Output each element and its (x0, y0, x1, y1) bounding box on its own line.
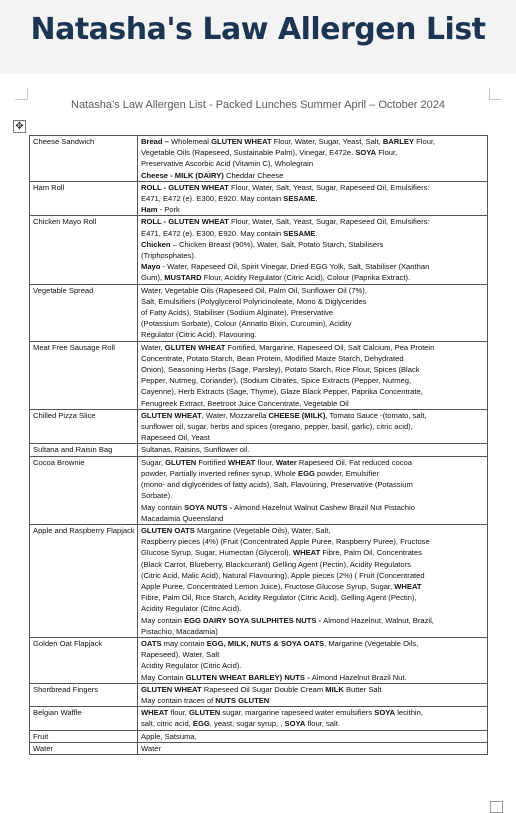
item-name-cell[interactable] (30, 707, 138, 730)
ingredient-text: Acidity Regulator (Citric Acid). (141, 604, 242, 614)
table-row (30, 341, 488, 409)
ingredient-line (141, 147, 485, 158)
ingredient-line (141, 615, 485, 626)
ingredient-text: Almond Hazelnut, Walnut, Brazil, (323, 615, 434, 625)
ingredient-text: , Tomato Sauce -(tomato, salt, (325, 410, 427, 420)
table-resize-handle[interactable] (490, 801, 503, 813)
ingredient-line (141, 672, 485, 683)
ingredient-line (141, 592, 485, 603)
ingredient-text: (Potassium Sorbate), Colour (Annatto Bixin, Curcumin), Acidity (141, 319, 352, 329)
ingredient-text: May contain (141, 502, 185, 512)
ingredient-text: Rapeseed Oil Sugar Double Cream (201, 684, 326, 694)
table-row (30, 181, 488, 216)
ingredient-line (141, 457, 485, 468)
ingredient-text: Apple Puree, Concentrated Lemon Juice), Fructose Glucose Syrup, Sugar, (141, 581, 395, 591)
ingredient-text: Flour, Acidity Regulator (Citric Acid), Colour (Paprika Extract). (201, 273, 411, 283)
page-title: Natasha's Law Allergen List (30, 12, 486, 47)
ingredient-line (141, 410, 485, 421)
ingredient-text: Water (141, 743, 161, 753)
allergen-text: SOYA NUTS - (184, 502, 235, 512)
allergen-text: ROLL - GLUTEN WHEAT (141, 182, 229, 192)
ingredient-text: E471, E472 (e). E300, E920. May contain (141, 228, 284, 238)
ingredients-cell[interactable] (138, 284, 488, 341)
allergen-text: GLUTEN WHEAT (211, 137, 272, 146)
ingredient-text: May contain (141, 615, 185, 625)
ingredient-text: Almond Hazelnut Walnut Cashew Brazil Nut Pistachio (234, 502, 415, 512)
ingredient-line (141, 158, 485, 169)
ingredient-line (141, 375, 485, 386)
ingredient-text: Almond Hazelnut Brazil Nut. (311, 672, 407, 682)
ingredient-line (141, 581, 485, 592)
ingredient-line (141, 559, 485, 570)
ingredient-line (141, 660, 485, 671)
ingredient-text: sugar, margarine rapeseed water emulsifiers (220, 708, 375, 718)
ingredient-text: flour, (255, 457, 276, 467)
item-name: Sultana and Raisin Bag (33, 445, 113, 455)
table-row (30, 730, 488, 742)
table-row (30, 444, 488, 456)
ingredient-text: (Triphosphates). (141, 251, 197, 261)
ingredient-text: Glucose Syrup, Sugar, Humectan (Glycerol), (141, 548, 293, 558)
ingredient-line (141, 743, 485, 754)
allergen-text: CHEESE (MILK) (268, 410, 326, 420)
ingredient-text: E471, E472 (e). E300, E920. May contain (141, 194, 284, 204)
ingredient-line (141, 490, 485, 501)
ingredient-text: Sugar, (141, 457, 166, 467)
ingredient-text: May contain traces of (141, 695, 216, 705)
ingredient-text: Fenugreek Extract, Beetroot Juice Concentrate, Vegetable Oil (141, 398, 349, 408)
ingredient-line (141, 513, 485, 524)
ingredient-line (141, 731, 485, 742)
ingredient-text: lecithin, (395, 708, 423, 718)
allergen-text: WHEAT (227, 457, 256, 467)
ingredient-line (141, 353, 485, 364)
ingredients-cell[interactable] (138, 637, 488, 683)
allergen-table-body (30, 136, 488, 755)
ingredient-line (141, 228, 485, 239)
ingredients-cell[interactable] (138, 456, 488, 524)
ingredient-text: . (315, 194, 318, 204)
ingredient-text: Cayenne), Herb Extracts (Sage, Thyme), Glaze Black Pepper, Paprika Concentrate, (141, 387, 423, 397)
allergen-text: OATS (141, 638, 162, 648)
ingredients-cell[interactable] (138, 341, 488, 409)
ingredient-line (141, 318, 485, 329)
ingredients-cell[interactable] (138, 683, 488, 706)
ingredient-text: Apple, Satsuma, (141, 731, 197, 741)
ingredients-cell[interactable] (138, 409, 488, 444)
ingredient-line (141, 525, 485, 536)
item-name-cell[interactable] (30, 136, 138, 182)
allergen-text: Bread – (141, 137, 171, 146)
ingredient-text: Vegetable Oils (Rapeseed, Sustainable Palm), Vinegar, E472e. (141, 148, 356, 158)
item-name-cell[interactable] (30, 742, 138, 754)
item-name-cell[interactable] (30, 456, 138, 524)
ingredients-cell[interactable] (138, 742, 488, 754)
ingredient-text: – Chicken Breast (90%), Water, Salt, Potato Starch, Stabilisers (170, 239, 384, 249)
ingredient-text: Flour, Water, Salt, Yeast, Sugar, Rapeseed Oil, Emulsifiers: (228, 182, 430, 192)
ingredient-text: , Water, Mozzarella (201, 410, 269, 420)
item-name-cell[interactable] (30, 341, 138, 409)
ingredient-line (141, 432, 485, 443)
ingredient-text: . (315, 228, 318, 238)
ingredients-cell[interactable] (138, 730, 488, 742)
item-name: Belgian Waffle (33, 708, 82, 718)
ingredient-text: Rapeseed Oil, Yeast (141, 433, 210, 443)
allergen-text: MUSTARD (164, 273, 202, 283)
ingredient-line (141, 684, 485, 695)
table-row (30, 216, 488, 284)
allergen-text: GLUTEN WHEAT (164, 342, 226, 352)
table-row (30, 409, 488, 444)
item-name: Golden Oat Flapjack (33, 638, 103, 648)
allergen-text: SESAME (283, 194, 316, 204)
ingredient-text: (Black Carrot, Blueberry, Blackcurrant) Gelling Agent (Pectin), Acidity Regulators (141, 559, 411, 569)
allergen-text: GLUTEN (165, 457, 197, 467)
ingredient-line (141, 707, 485, 718)
table-move-handle[interactable] (13, 120, 26, 133)
ingredient-text: flour, salt. (305, 719, 340, 729)
ingredient-line (141, 307, 485, 318)
allergen-text: SOYA (355, 148, 377, 158)
ingredient-line (141, 342, 485, 353)
ingredient-line (141, 261, 485, 272)
item-name: Meat Free Sausage Roll (33, 342, 115, 352)
ingredient-text: Wholemeal (170, 137, 212, 146)
ingredient-line (141, 626, 485, 637)
ingredient-line (141, 398, 485, 409)
allergen-text: BARLEY (382, 137, 415, 146)
ingredient-line (141, 502, 485, 513)
item-name-cell[interactable] (30, 409, 138, 444)
ingredient-text: Onion), Seasoning Herbs (Sage, Parsley), Potato Starch, Rice Flour, Spices (Black (141, 365, 420, 375)
ingredient-line (141, 638, 485, 649)
ingredient-text: Acidity Regulator (Citric Acid). (141, 661, 242, 671)
allergen-text: SESAME (283, 228, 316, 238)
ingredient-line (141, 296, 485, 307)
ingredient-line (141, 216, 485, 227)
ingredient-text: , yeast, sugar syrup, , (209, 719, 285, 729)
allergen-text: WHEAT (292, 548, 321, 558)
item-name: Chilled Pizza Slice (33, 410, 96, 420)
allergen-text: SOYA (374, 708, 396, 718)
allergen-text: Ham (141, 205, 158, 215)
ingredients-cell[interactable] (138, 524, 488, 637)
item-name: Cheese Sandwich (33, 137, 95, 146)
item-name: Chicken Mayo Roll (33, 217, 97, 227)
ingredient-line (141, 250, 485, 261)
item-name-cell[interactable] (30, 683, 138, 706)
ingredient-text: Preservative Ascorbic Acid (Vitamin C), Wholegrain (141, 159, 314, 169)
allergen-text: EGG (298, 468, 315, 478)
ingredient-line (141, 444, 485, 455)
ingredient-text: Fortified (196, 457, 228, 467)
table-row (30, 524, 488, 637)
ingredient-text: Water, Vegetable Oils (Rapeseed Oil, Palm Oil, Sunflower Oil (7%), (141, 285, 367, 295)
ingredient-text: - Water, Rapeseed Oil, Spirit Vinegar, Dried EGG Yolk, Salt, Stabiliser (Xanthan (160, 262, 430, 272)
allergen-text: Water (275, 457, 297, 467)
item-name-cell[interactable] (30, 284, 138, 341)
table-row (30, 456, 488, 524)
ingredients-cell[interactable] (138, 216, 488, 284)
ingredient-text: powder, Partially inverted refiner syrup, Whole (141, 468, 299, 478)
ingredients-cell[interactable] (138, 181, 488, 216)
ingredient-text: Salt, Emulsifiers (Polyglycerol Polyricinoleate, Mono & Diglycerides (141, 296, 367, 306)
ingredient-text: Fortified, Margarine, Rapeseed Oil, Salt Calcium, Pea Protein (225, 342, 435, 352)
ingredient-text: sunflower oil, sugar, herbs and spices (oregano, pepper, basil, garlic), citric acid), (141, 422, 413, 432)
document-subtitle: Natasha’s Law Allergen List - Packed Lunches Summer April – October 2024 (71, 99, 445, 111)
ingredient-line (141, 479, 485, 490)
ingredient-text: May Contain (141, 672, 186, 682)
ingredient-text: Sorbate). (141, 491, 173, 501)
item-name-cell[interactable] (30, 181, 138, 216)
ingredient-text: flour, (168, 708, 189, 718)
table-row (30, 683, 488, 706)
allergen-text: ROLL - GLUTEN WHEAT (141, 217, 229, 227)
ingredient-line (141, 570, 485, 581)
ingredient-line (141, 136, 485, 147)
item-name: Fruit (33, 731, 49, 741)
table-row (30, 637, 488, 683)
item-name: Ham Roll (33, 182, 65, 192)
ingredients-cell[interactable] (138, 444, 488, 456)
table-row (30, 742, 488, 754)
allergen-text: Cheese - MILK (DAIRY) (141, 170, 224, 180)
ingredient-text: Macadamia Queensland (141, 513, 224, 523)
page-banner (0, 0, 516, 74)
ingredient-text: Regulator (Citric Acid), Flavouring. (141, 330, 257, 340)
item-name: Water (33, 743, 53, 753)
item-name: Vegetable Spread (33, 285, 94, 295)
ingredient-text: Butter Salt (343, 684, 382, 694)
ingredient-text: Cheddar Cheese (223, 170, 284, 180)
ingredient-line (141, 364, 485, 375)
ingredient-text: - Pork (157, 205, 180, 215)
ingredient-line (141, 649, 485, 660)
ingredient-text: Margarine (Vegetable Oils), Water, Salt, (194, 525, 331, 535)
allergen-text: EGG, MILK, NUTS & SOYA OATS (206, 638, 325, 648)
item-name-cell[interactable] (30, 637, 138, 683)
ingredient-text: Sultanas, Raisins, Sunflower oil. (141, 445, 250, 455)
ingredient-line (141, 695, 485, 706)
ingredient-text: Pepper, Nutmeg, Coriander), (Sodium Citrates, Spice Extracts (Pepper, Nutmeg, (141, 376, 412, 386)
ingredient-text: may contain (161, 638, 207, 648)
ingredient-line (141, 468, 485, 479)
allergen-text: WHEAT (141, 708, 169, 718)
ingredient-line (141, 718, 485, 729)
ingredient-text: Water, (141, 342, 165, 352)
ingredient-line (141, 204, 485, 215)
ingredient-line (141, 272, 485, 283)
ingredient-line (141, 547, 485, 558)
ingredient-line (141, 603, 485, 614)
allergen-table (29, 135, 488, 755)
ingredient-text: Fibre, Palm Oil, Concentrates (320, 548, 422, 558)
item-name: Shortbread Fingers (33, 684, 99, 694)
ingredient-text: Pistachio, Macadamia) (141, 626, 218, 636)
ingredient-line (141, 285, 485, 296)
ingredient-text: powder, Emulsifier (314, 468, 380, 478)
ingredient-text: of Fatty Acids), Stabiliser (Sodium Alginate), Preservative (141, 308, 334, 318)
ingredient-line (141, 193, 485, 204)
allergen-text: NUTS GLUTEN (215, 695, 270, 705)
allergen-text: GLUTEN OATS (141, 525, 195, 535)
ingredient-text: Rapeseed Oil, Fat reduced cocoa (296, 457, 412, 467)
ingredient-text: salt, citric acid, (141, 719, 193, 729)
ingredients-cell[interactable] (138, 136, 488, 182)
ingredient-text: Flour, (376, 148, 398, 158)
allergen-text: Chicken (141, 239, 171, 249)
item-name: Apple and Raspberry Flapjack (33, 525, 135, 535)
table-row (30, 136, 488, 182)
ingredient-line (141, 182, 485, 193)
allergen-text: WHEAT (394, 581, 422, 591)
move-icon: ✥ (15, 121, 24, 132)
allergen-text: GLUTEN (188, 708, 221, 718)
table-row (30, 284, 488, 341)
ingredient-text: (mono- and diglycerides of fatty acids), Salt, Flavouring, Preservative (Potassium (141, 480, 413, 490)
ingredient-text: (Citric Acid, Malic Acid), Natural Flavouring), Apple pieces (2%) ( Fruit (Concentrated (141, 570, 425, 580)
table-row (30, 707, 488, 730)
allergen-text: EGG (192, 719, 210, 729)
ingredient-text: Rapeseed), Water, Salt (141, 650, 220, 660)
item-name-cell[interactable] (30, 730, 138, 742)
ingredient-line (141, 386, 485, 397)
item-name-cell[interactable] (30, 444, 138, 456)
allergen-text: EGG DAIRY SOYA SULPHITES NUTS - (184, 615, 324, 625)
ingredient-text: Flour, Water, Sugar, Yeast, Salt, (271, 137, 383, 146)
allergen-text: GLUTEN WHEAT (141, 684, 202, 694)
ingredient-line (141, 329, 485, 340)
ingredient-text: Raspberry pieces (4%) (Fruit (Concentrated Apple Puree, Raspberry Puree), Fructose (141, 537, 430, 547)
ingredient-text: Flour, Water, Salt, Yeast, Sugar, Rapeseed Oil, Emulsifiers: (228, 217, 430, 227)
ingredient-line (141, 421, 485, 432)
item-name: Cocoa Brownie (33, 457, 85, 467)
ingredient-text: , Margarine (Vegetable Oils, (324, 638, 419, 648)
ingredient-text: Flour, (414, 137, 436, 146)
ingredients-cell[interactable] (138, 707, 488, 730)
allergen-text: GLUTEN WHEAT (141, 410, 202, 420)
item-name-cell[interactable] (30, 216, 138, 284)
allergen-text: GLUTEN WHEAT BARLEY) NUTS - (185, 672, 312, 682)
allergen-text: Mayo (141, 262, 161, 272)
ingredient-text: Concentrate, Potato Starch, Bean Protein, Modified Maize Starch, Dehydrated (141, 353, 404, 363)
allergen-text: SOYA (284, 719, 306, 729)
allergen-text: MILK (325, 684, 344, 694)
ingredient-line (141, 170, 485, 181)
item-name-cell[interactable] (30, 524, 138, 637)
ingredient-line (141, 536, 485, 547)
ingredient-line (141, 239, 485, 250)
ingredient-text: Fibre, Palm Oil, Rice Starch, Acidity Regulator (Citric Acid), Gelling Agent (Pectin), (141, 593, 417, 603)
ingredient-text: Gum), (141, 273, 165, 283)
